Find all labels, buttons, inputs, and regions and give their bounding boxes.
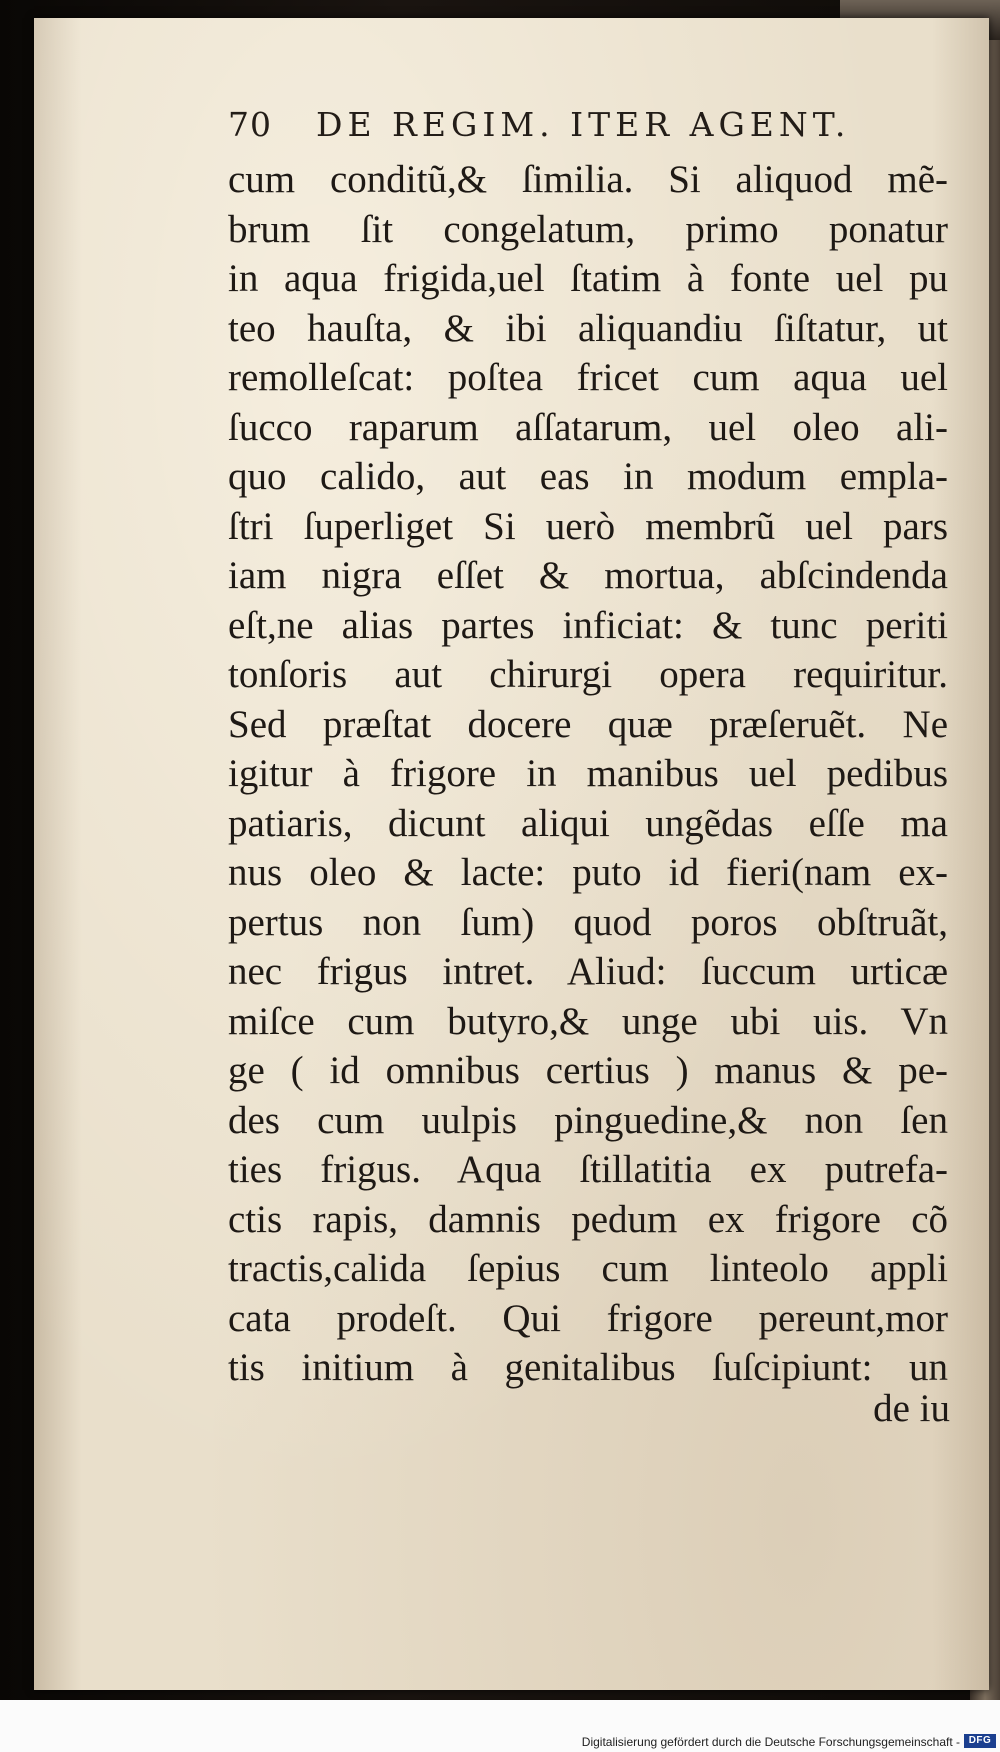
text-line: remolleſcat: poſtea fricet cum aqua uel: [228, 356, 948, 399]
text-block: [228, 155, 948, 1393]
text-line: ſucco raparum aſſatarum, uel oleo ali-: [228, 405, 948, 449]
text-line: ge ( id omnibus certius ) manus & pe-: [228, 1049, 948, 1092]
catchword: de iu: [873, 1387, 950, 1430]
page-header: [228, 105, 908, 153]
text-line: miſce cum butyro,& unge ubi uis. Vn: [228, 999, 948, 1043]
text-line: ſtri ſuperliget Si uerò membrũ uel pars: [228, 504, 948, 548]
text-line: nus oleo & lacte: puto id fieri(nam ex-: [228, 851, 948, 894]
text-line: ties frigus. Aqua ſtillatitia ex putrefa-: [228, 1148, 948, 1191]
text-line: cata prodeſt. Qui frigore pereunt,mor: [228, 1296, 948, 1340]
text-line: quo calido, aut eas in modum empla-: [228, 455, 948, 498]
text-line: nec frigus intret. Aliud: ſuccum urticæ: [228, 950, 948, 993]
text-line: iam nigra eſſet & mortua, abſcindenda: [228, 554, 948, 597]
running-head: DE REGIM. ITER AGENT.: [316, 105, 851, 144]
text-line: des cum uulpis pinguedine,& non ſen: [228, 1098, 948, 1142]
text-line: eſt,ne alias partes inficiat: & tunc periti: [228, 603, 948, 647]
digitization-credit: Digitalisierung gefördert durch die Deutsche Forschungsgemeinschaft -: [581, 1735, 960, 1749]
text-line: patiaris, dicunt aliqui ungẽdas eſſe ma: [228, 801, 948, 845]
text-line: cum conditũ,& ſimilia. Si aliquod mẽ-: [228, 158, 948, 201]
text-line: tractis,calida ſepius cum linteolo appli: [228, 1247, 948, 1290]
text-line: in aqua frigida,uel ſtatim à fonte uel pu: [228, 257, 948, 300]
text-line: ctis rapis, damnis pedum ex frigore cõ: [228, 1197, 948, 1241]
text-line: igitur à frigore in manibus uel pedibus: [228, 752, 948, 795]
text-line: Sed præſtat docere quæ præſeruẽt. Ne: [228, 702, 948, 746]
text-line: teo hauſta, & ibi aliquandiu ſiſtatur, ut: [228, 306, 948, 350]
text-line: brum ſit congelatum, primo ponatur: [228, 207, 948, 251]
page-number: 70: [228, 105, 272, 144]
text-line: tonſoris aut chirurgi opera requiritur.: [228, 653, 948, 696]
text-line: tis initium à genitalibus ſuſcipiunt: un: [228, 1346, 948, 1389]
text-line: pertus non ſum) quod poros obſtruãt,: [228, 900, 948, 944]
dfg-logo: DFG: [964, 1734, 996, 1748]
